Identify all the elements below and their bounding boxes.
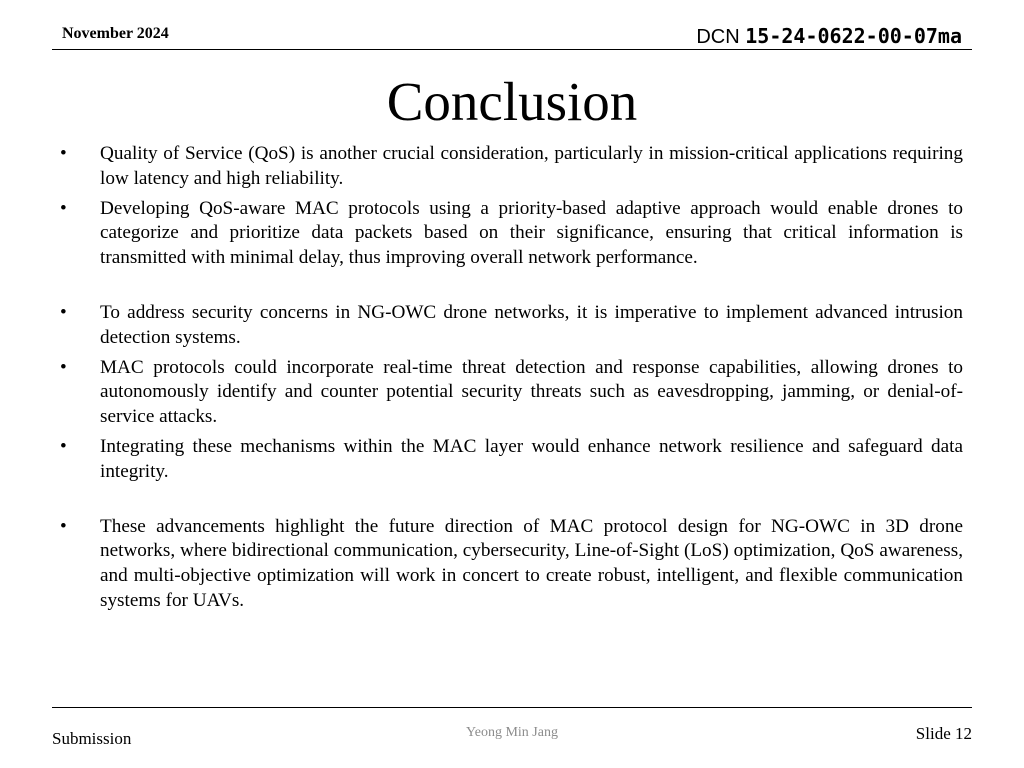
footer-author: Yeong Min Jang <box>466 725 558 740</box>
header-date: November 2024 <box>62 25 169 42</box>
dcn-code: 15-24-0622-00-07ma <box>745 24 962 48</box>
bullet-text: Quality of Service (QoS) is another crucial consideration, particularly in mission-critical applications requiring low latency and high reliability. <box>100 143 963 189</box>
bullet-icon: • <box>60 197 67 219</box>
bullet-text: MAC protocols could incorporate real-time threat detection and response capabilities, allowing drones to autonomously identify and counter potential security threats such as eavesdropping, jamming, or denial-of-service attacks. <box>100 356 963 428</box>
bullet-item <box>60 515 963 614</box>
bullet-icon: • <box>60 143 67 164</box>
bullet-icon: • <box>60 435 67 457</box>
bullet-item <box>60 301 963 351</box>
bullet-icon: • <box>60 301 67 323</box>
footer-submission: Submission <box>52 729 132 748</box>
bullet-text: These advancements highlight the future direction of MAC protocol design for NG-OWC in 3D drone networks, where bidirectional communication, cybersecurity, Line-of-Sight (LoS) optimization, QoS awareness, and multi-objective optimization will work in concert to create robust, intelligent, and flexible communication systems for UAVs. <box>100 515 963 611</box>
dcn-label: DCN <box>696 26 740 48</box>
footer-divider <box>52 707 972 708</box>
bullet-icon: • <box>60 515 67 537</box>
bullet-item <box>60 356 963 430</box>
header-dcn <box>696 24 962 49</box>
slide-content <box>60 142 963 619</box>
bullet-item <box>60 142 963 192</box>
footer-slide-number: Slide 12 <box>915 724 972 743</box>
bullet-text: Integrating these mechanisms within the MAC layer would enhance network resilience and safeguard data integrity. <box>100 435 963 482</box>
bullet-item <box>60 435 963 485</box>
header-divider <box>52 49 972 50</box>
bullet-item <box>60 197 963 271</box>
slide-title: Conclusion <box>386 71 638 132</box>
bullet-text: To address security concerns in NG-OWC drone networks, it is imperative to implement advanced intrusion detection systems. <box>100 301 963 348</box>
bullet-text: Developing QoS-aware MAC protocols using a priority-based adaptive approach would enable drones to categorize and prioritize data packets based on their significance, ensuring that critical information is transmitted with minimal delay, thus improving overall network performance. <box>100 197 963 269</box>
bullet-icon: • <box>60 356 67 378</box>
